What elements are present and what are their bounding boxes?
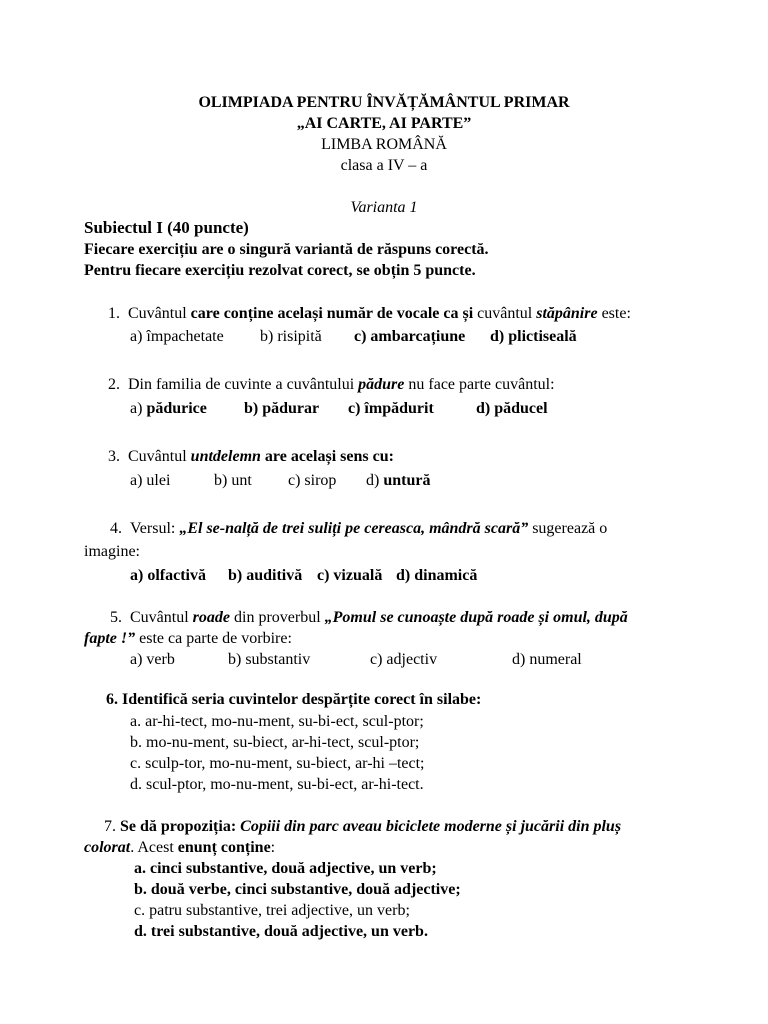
question-number: 6.: [106, 691, 118, 708]
q7-option-b: b. două verbe, cinci substantive, două adjective;: [134, 881, 461, 898]
q6-option-c: c. sculp-tor, mo-nu-ment, su-biect, ar-hi –tect;: [130, 755, 425, 772]
q2-option-d: d) păducel: [476, 400, 548, 417]
q3-option-d: d) untură: [366, 472, 431, 489]
question-3: 3. Cuvântul untdelemn are același sens cu:: [108, 448, 394, 465]
question-number: 5.: [110, 609, 122, 626]
header-contest-name: „AI CARTE, AI PARTE”: [296, 115, 472, 132]
question-1: 1. Cuvântul care conține același număr de vocale ca și cuvântul stăpânire este:: [108, 305, 631, 322]
q7-option-d: d. trei substantive, două adjective, un verb.: [134, 923, 428, 940]
q4-option-c: c) vizuală: [317, 567, 383, 584]
q5-option-d: d) numeral: [512, 651, 582, 668]
question-4: 4. Versul: „El se-nalță de trei suliți pe cereasca, mândră scară” sugerează o: [110, 520, 608, 537]
header-subject: LIMBA ROMÂNĂ: [321, 136, 447, 153]
question-7-continuation: colorat. Acest enunț conține:: [84, 839, 276, 856]
header-variant: Varianta 1: [350, 199, 418, 216]
question-number: 1.: [108, 305, 120, 322]
question-2: 2. Din familia de cuvinte a cuvântului pădure nu face parte cuvântul:: [108, 376, 555, 393]
q3-option-a: a) ulei: [130, 472, 171, 489]
q2-option-b: b) pădurar: [244, 400, 320, 417]
question-number: 7.: [104, 818, 116, 835]
subject-title: Subiectul I (40 puncte): [84, 218, 249, 237]
header-grade: clasa a IV – a: [340, 157, 428, 174]
subject-instruction-1: Fiecare exercițiu are o singură variantă de răspuns corectă.: [84, 241, 489, 258]
question-5-continuation: fapte !” este ca parte de vorbire:: [84, 630, 292, 647]
q3-option-b: b) unt: [214, 472, 252, 489]
question-4-continuation: imagine:: [84, 543, 140, 560]
q7-option-a: a. cinci substantive, două adjective, un verb;: [134, 860, 437, 877]
question-number: 4.: [110, 520, 122, 537]
q4-option-a: a) olfactivă: [130, 567, 206, 584]
q1-option-b: b) risipită: [260, 328, 322, 345]
question-number: 3.: [108, 448, 120, 465]
q6-option-b: b. mo-nu-ment, su-biect, ar-hi-tect, scul-ptor;: [130, 734, 420, 751]
q1-option-d: d) plictiseală: [490, 328, 577, 345]
q3-option-c: c) sirop: [288, 472, 337, 489]
question-6: 6. Identifică seria cuvintelor despărțite corect în silabe:: [106, 691, 482, 708]
q1-option-a: a) împachetate: [130, 328, 224, 345]
q7-option-c: c. patru substantive, trei adjective, un verb;: [134, 902, 410, 919]
q2-option-a: a) pădurice: [130, 400, 207, 417]
q4-option-d: d) dinamică: [396, 567, 478, 584]
q5-option-b: b) substantiv: [228, 651, 311, 668]
header-olympiad: OLIMPIADA PENTRU ÎNVĂȚĂMÂNTUL PRIMAR: [198, 94, 570, 111]
question-5: 5. Cuvântul roade din proverbul „Pomul se cunoaște după roade și omul, după: [110, 609, 628, 626]
q2-option-c: c) împădurit: [348, 400, 434, 417]
q4-option-b: b) auditivă: [228, 567, 303, 584]
q6-option-d: d. scul-ptor, mo-nu-ment, su-bi-ect, ar-hi-tect.: [130, 776, 424, 793]
q1-option-c: c) ambarcațiune: [354, 328, 466, 345]
q5-option-a: a) verb: [130, 651, 175, 668]
question-7: 7. Se dă propoziția: Copiii din parc aveau biciclete moderne și jucării din pluș: [104, 818, 622, 835]
q5-option-c: c) adjectiv: [370, 651, 438, 668]
q6-option-a: a. ar-hi-tect, mo-nu-ment, su-bi-ect, scul-ptor;: [130, 713, 424, 730]
question-number: 2.: [108, 376, 120, 393]
subject-instruction-2: Pentru fiecare exercițiu rezolvat corect, se obțin 5 puncte.: [84, 262, 476, 279]
